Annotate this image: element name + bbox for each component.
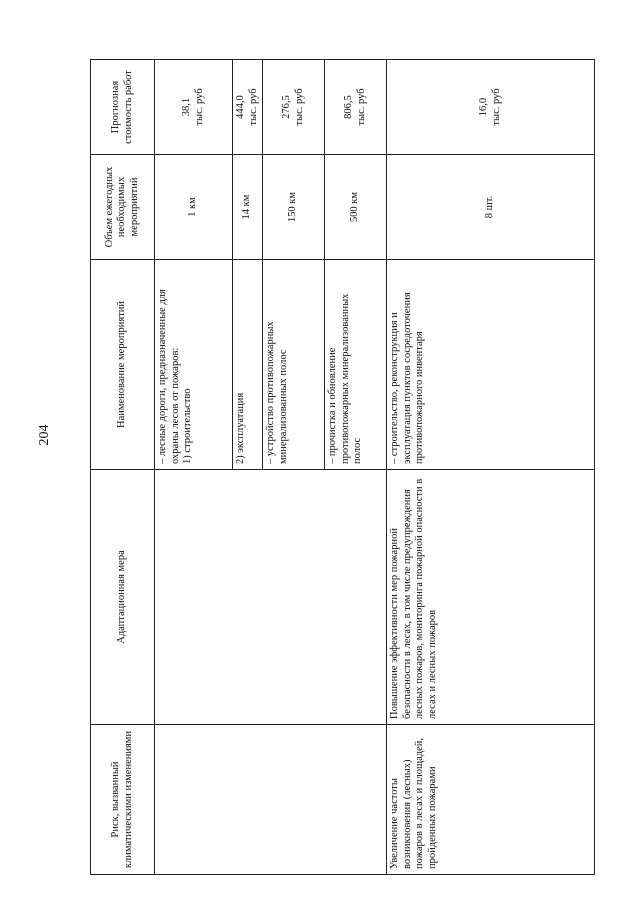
- volume-cell: 8 шт.: [387, 155, 595, 260]
- rotated-table-container: [90, 60, 595, 875]
- header-risk: Риск, вызванный климатическими изменениями: [91, 725, 155, 875]
- risk-cell: Увеличение частоты возникновения (лесных) пожаров в лесах и площадей, пройденных пожарами: [387, 725, 595, 875]
- header-measure: Адаптационная мера: [91, 470, 155, 725]
- activity-cell: – строительство, реконструкция и эксплуатация пунктов сосредоточения противопожарного инвентаря: [387, 260, 595, 470]
- volume-cell: 1 км: [155, 155, 233, 260]
- header-row: [91, 60, 155, 875]
- activity-cell: – лесные дороги, предназначенные для охраны лесов от пожаров: 1) строительство: [155, 260, 233, 470]
- cost-cell: 38,1 тыс. руб: [155, 60, 233, 155]
- cost-cell: 806,5 тыс. руб: [325, 60, 387, 155]
- table-row: [387, 60, 595, 875]
- risk-cell-empty: [155, 725, 387, 875]
- volume-cell: 14 км: [233, 155, 263, 260]
- cost-cell: 444,0 тыс. руб: [233, 60, 263, 155]
- header-activity: Наименование мероприятий: [91, 260, 155, 470]
- page-number: 204: [37, 424, 52, 446]
- cost-cell: 16,0 тыс. руб: [387, 60, 595, 155]
- adaptation-measures-table: [90, 59, 595, 875]
- table-row: [155, 60, 233, 875]
- header-volume: Объем ежегодных необходимых мероприятий: [91, 155, 155, 260]
- activity-cell: – прочистка и обновление противопожарных минерализованных полос: [325, 260, 387, 470]
- header-cost: Прогнозная стоимость работ: [91, 60, 155, 155]
- volume-cell: 500 км: [325, 155, 387, 260]
- measure-cell-empty: [155, 470, 387, 725]
- volume-cell: 150 км: [263, 155, 325, 260]
- activity-cell: – устройство противопожарных минерализованных полос: [263, 260, 325, 470]
- activity-cell: 2) эксплуатация: [233, 260, 263, 470]
- measure-cell: Повышение эффективности мер пожарной безопасности в лесах, в том числе предупреждения лесных пожаров, мониторинга пожарной опасности в лесах и лесных пожаров: [387, 470, 595, 725]
- cost-cell: 276,5 тыс. руб: [263, 60, 325, 155]
